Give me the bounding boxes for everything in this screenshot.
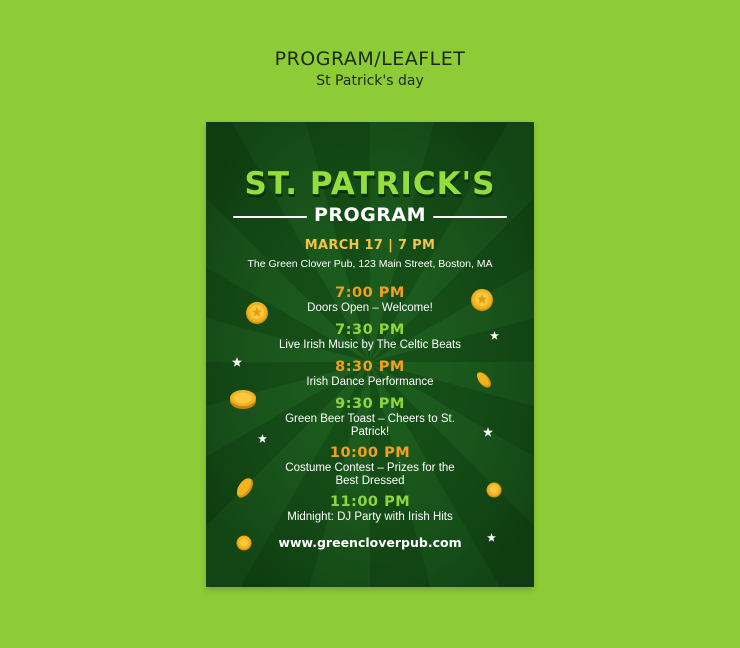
gold-coin-icon [236, 535, 252, 551]
gold-coin-icon [228, 387, 258, 411]
schedule-time: 11:00 PM [329, 494, 411, 510]
leaflet-title: ST. PATRICK'S [244, 166, 496, 202]
schedule-description: Doors Open – Welcome! [307, 302, 433, 314]
schedule-item [276, 445, 464, 488]
schedule-description: Irish Dance Performance [306, 376, 434, 388]
star-icon [487, 533, 496, 542]
gold-coin-icon [245, 301, 269, 325]
schedule-description: Costume Contest – Prizes for the Best Dressed [285, 462, 455, 487]
schedule-item [262, 359, 478, 389]
divider-line [233, 216, 307, 218]
program-heading [233, 204, 507, 228]
schedule-description: Midnight: DJ Party with Irish Hits [287, 511, 453, 523]
schedule-item [262, 322, 478, 352]
event-date: MARCH 17 | 7 PM [304, 238, 436, 253]
website-link[interactable]: www.greencloverpub.com [278, 535, 462, 550]
schedule-time: 7:00 PM [335, 285, 405, 301]
page-subtitle: St Patrick's day [316, 73, 424, 89]
schedule-time: 9:30 PM [335, 396, 405, 412]
program-label: PROGRAM [313, 204, 427, 226]
schedule-item [262, 494, 478, 524]
gold-coin-icon [486, 482, 502, 498]
gold-coin-icon [470, 288, 494, 312]
event-venue: The Green Clover Pub, 123 Main Street, Boston, MA [247, 258, 493, 270]
schedule-time: 7:30 PM [335, 322, 405, 338]
star-icon [490, 331, 499, 340]
star-icon [483, 427, 493, 437]
schedule-description: Green Beer Toast – Cheers to St. Patrick! [285, 413, 455, 438]
gold-coin-icon [474, 370, 494, 390]
schedule-time: 10:00 PM [329, 445, 411, 461]
star-icon [258, 434, 267, 443]
schedule-time: 8:30 PM [335, 359, 405, 375]
schedule-description: Live Irish Music by The Celtic Beats [279, 339, 461, 351]
schedule-item [266, 396, 474, 439]
gold-coin-icon [234, 475, 256, 501]
star-icon [232, 357, 242, 367]
divider-line [433, 216, 507, 218]
schedule-item [262, 285, 478, 315]
leaflet [206, 122, 534, 587]
page-title: PROGRAM/LEAFLET [274, 48, 466, 70]
